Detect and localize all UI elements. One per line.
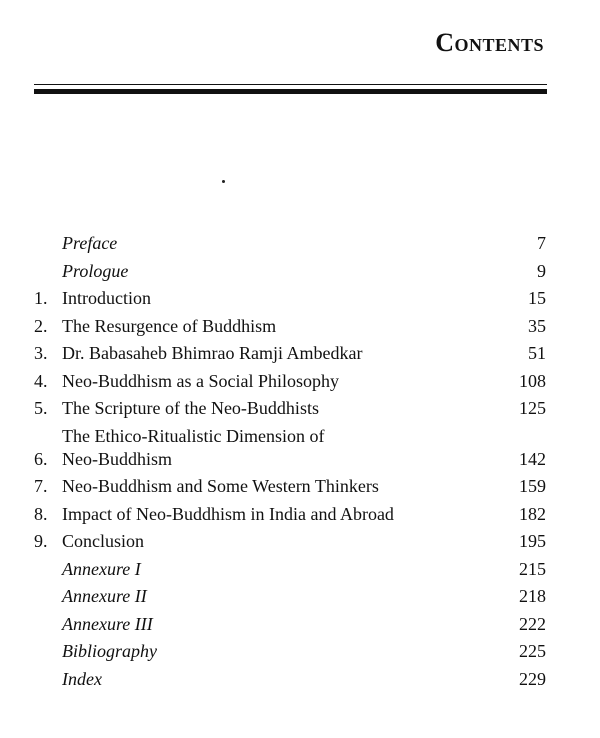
toc-entry-number: 3. [34,343,48,363]
toc-entry-number: 4. [34,370,48,391]
toc-entry-title: Preface [62,233,118,253]
toc-entry-number: 1. [34,288,48,308]
toc-entry-title: Neo-Buddhism and Some Western Thinkers [62,476,379,496]
toc-entry [34,558,546,581]
toc-entry-title: Annexure II [62,586,147,606]
toc-entry [34,530,546,553]
toc-entry-title: Neo-Buddhism as a Social Philosophy [62,370,339,391]
toc-entry-number: 5. [34,398,48,418]
toc-entry [34,370,546,393]
toc-entry-title: Conclusion [62,531,145,551]
toc-entry-page: 15 [528,288,546,308]
toc-entry-title: The Ethico-Ritualistic Dimension of Neo-Buddhism [62,425,325,469]
toc-entry-title: Impact of Neo-Buddhism in India and Abroad [62,503,394,524]
toc-entry-title: Annexure I [62,558,141,579]
header-rule-thick [34,89,547,94]
toc-entry [34,640,546,663]
toc-entry [34,342,546,365]
toc-entry [34,287,546,310]
toc-entry-page: 9 [537,260,546,281]
toc-entry-title: Index [62,668,102,689]
toc-entry-number: 9. [34,531,48,551]
table-of-contents [34,232,546,695]
toc-entry [34,425,546,471]
toc-entry-page: 195 [519,531,546,551]
page-title: Contents [435,28,544,57]
print-speck [222,180,225,183]
toc-entry-page: 7 [537,233,546,253]
header-rule-thin [34,84,547,85]
toc-entry-page: 215 [519,558,546,579]
toc-entry-number: 2. [34,315,48,336]
toc-entry [34,475,546,498]
toc-entry-title: Dr. Babasaheb Bhimrao Ramji Ambedkar [62,343,363,363]
toc-entry [34,397,546,420]
toc-entry-title: The Resurgence of Buddhism [62,315,277,336]
toc-entry-number: 7. [34,476,48,496]
toc-entry-page: 108 [519,370,546,391]
toc-entry-page: 51 [528,343,546,363]
toc-entry-page: 225 [519,641,546,661]
toc-entry [34,668,546,691]
toc-entry-number: 8. [34,503,48,524]
toc-entry-title: Prologue [62,260,129,281]
toc-entry-page: 229 [519,668,546,689]
toc-entry [34,585,546,608]
toc-entry-page: 218 [519,586,546,606]
toc-entry [34,613,546,636]
toc-entry-page: 35 [528,315,546,336]
toc-entry-title: Introduction [62,288,151,308]
toc-entry-number: 6. [34,448,48,469]
toc-entry-page: 125 [519,398,546,418]
toc-entry-page: 222 [519,613,546,634]
toc-entry-title: The Scripture of the Neo-Buddhists [62,398,319,418]
toc-entry [34,315,546,338]
toc-entry-page: 159 [519,476,546,496]
toc-entry [34,232,546,255]
toc-entry-title: Annexure III [62,613,153,634]
toc-entry-page: 182 [519,503,546,524]
toc-entry-page: 142 [519,448,546,469]
toc-entry [34,503,546,526]
toc-entry-title: Bibliography [62,641,157,661]
header-rule [34,84,547,94]
toc-entry [34,260,546,283]
